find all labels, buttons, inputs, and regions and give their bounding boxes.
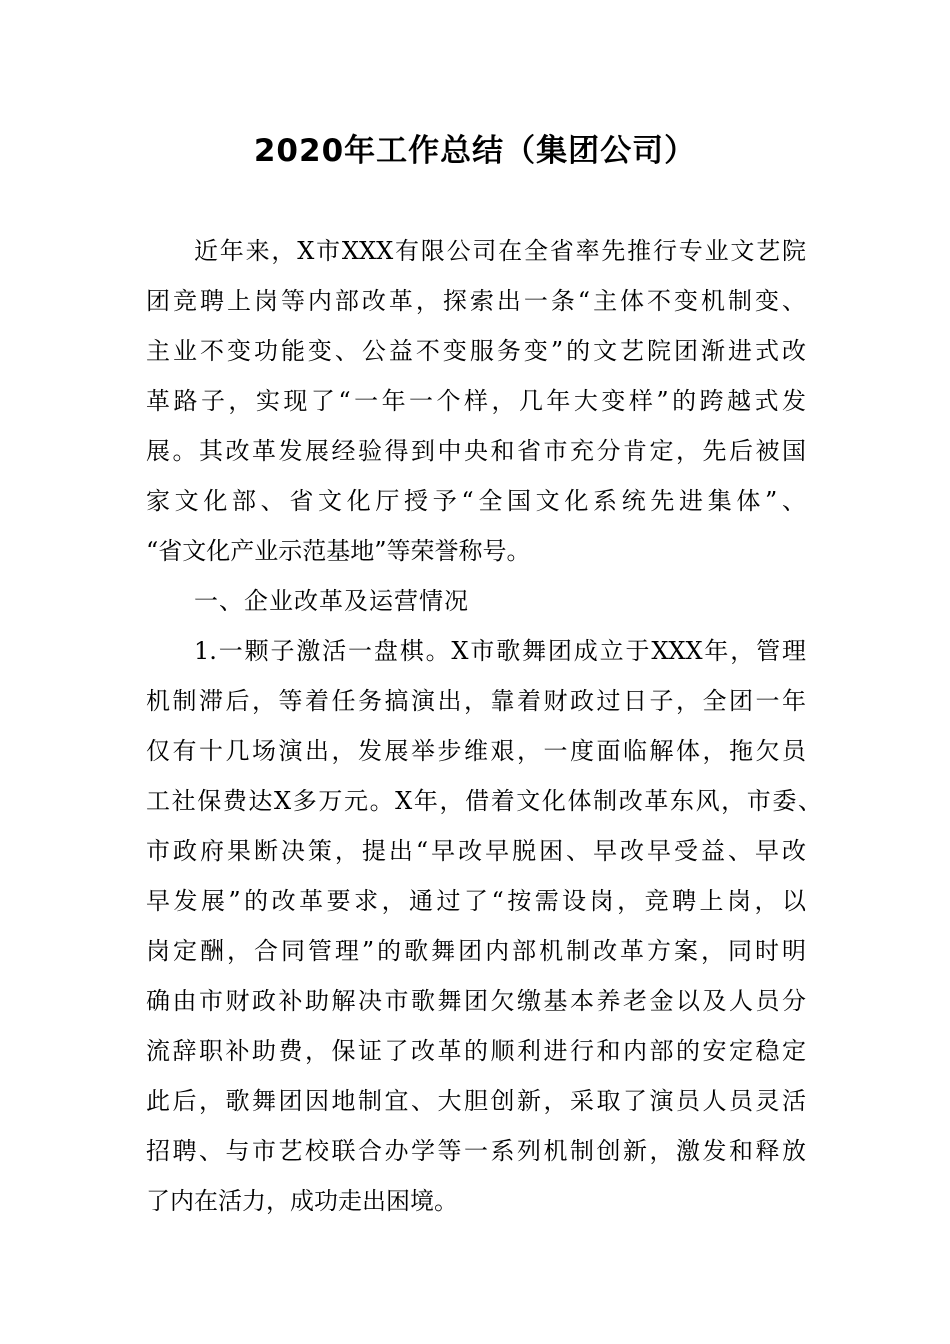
document-title: 2020年工作总结（集团公司） [253, 133, 697, 169]
text-line: 招聘、与市艺校联合办学等一系列机制创新，激发和释放 [146, 1137, 806, 1165]
text-line: 市政府果断决策，提出“早改早脱困、早改早受益、早改 [146, 837, 806, 865]
text-line: 了内在活力，成功走出困境。 [146, 1187, 458, 1215]
text-line: 流辞职补助费，保证了改革的顺利进行和内部的安定稳定 [146, 1037, 806, 1065]
text-line: 主业不变功能变、公益不变服务变”的文艺院团渐进式改 [146, 337, 806, 365]
text-line: 仅有十几场演出，发展举步维艰，一度面临解体，拖欠员 [146, 737, 806, 765]
text-line: “省文化产业示范基地”等荣誉称号。 [146, 537, 531, 565]
text-line: 机制滞后，等着任务搞演出，靠着财政过日子，全团一年 [146, 687, 806, 715]
text-line: 此后，歌舞团因地制宜、大胆创新，采取了演员人员灵活 [146, 1087, 806, 1115]
text-line: 近年来，X市XXX有限公司在全省率先推行专业文艺院 [194, 237, 806, 265]
text-line: 家文化部、省文化厅授予“全国文化系统先进集体”、 [146, 487, 806, 515]
text-line: 团竞聘上岗等内部改革，探索出一条“主体不变机制变、 [146, 287, 806, 315]
text-line: 革路子，实现了“一年一个样，几年大变样”的跨越式发 [146, 387, 806, 415]
text-line: 1.一颗子激活一盘棋。X市歌舞团成立于XXX年，管理 [194, 637, 806, 665]
text-line: 早发展”的改革要求，通过了“按需设岗，竞聘上岗，以 [146, 887, 806, 915]
text-line: 展。其改革发展经验得到中央和省市充分肯定，先后被国 [146, 437, 806, 465]
text-line: 岗定酬，合同管理”的歌舞团内部机制改革方案，同时明 [146, 937, 806, 965]
section-heading-text: 一、企业改革及运营情况 [194, 587, 469, 615]
text-line: 确由市财政补助解决市歌舞团欠缴基本养老金以及人员分 [146, 987, 806, 1015]
text-line: 工社保费达X多万元。X年，借着文化体制改革东风，市委、 [146, 787, 822, 815]
